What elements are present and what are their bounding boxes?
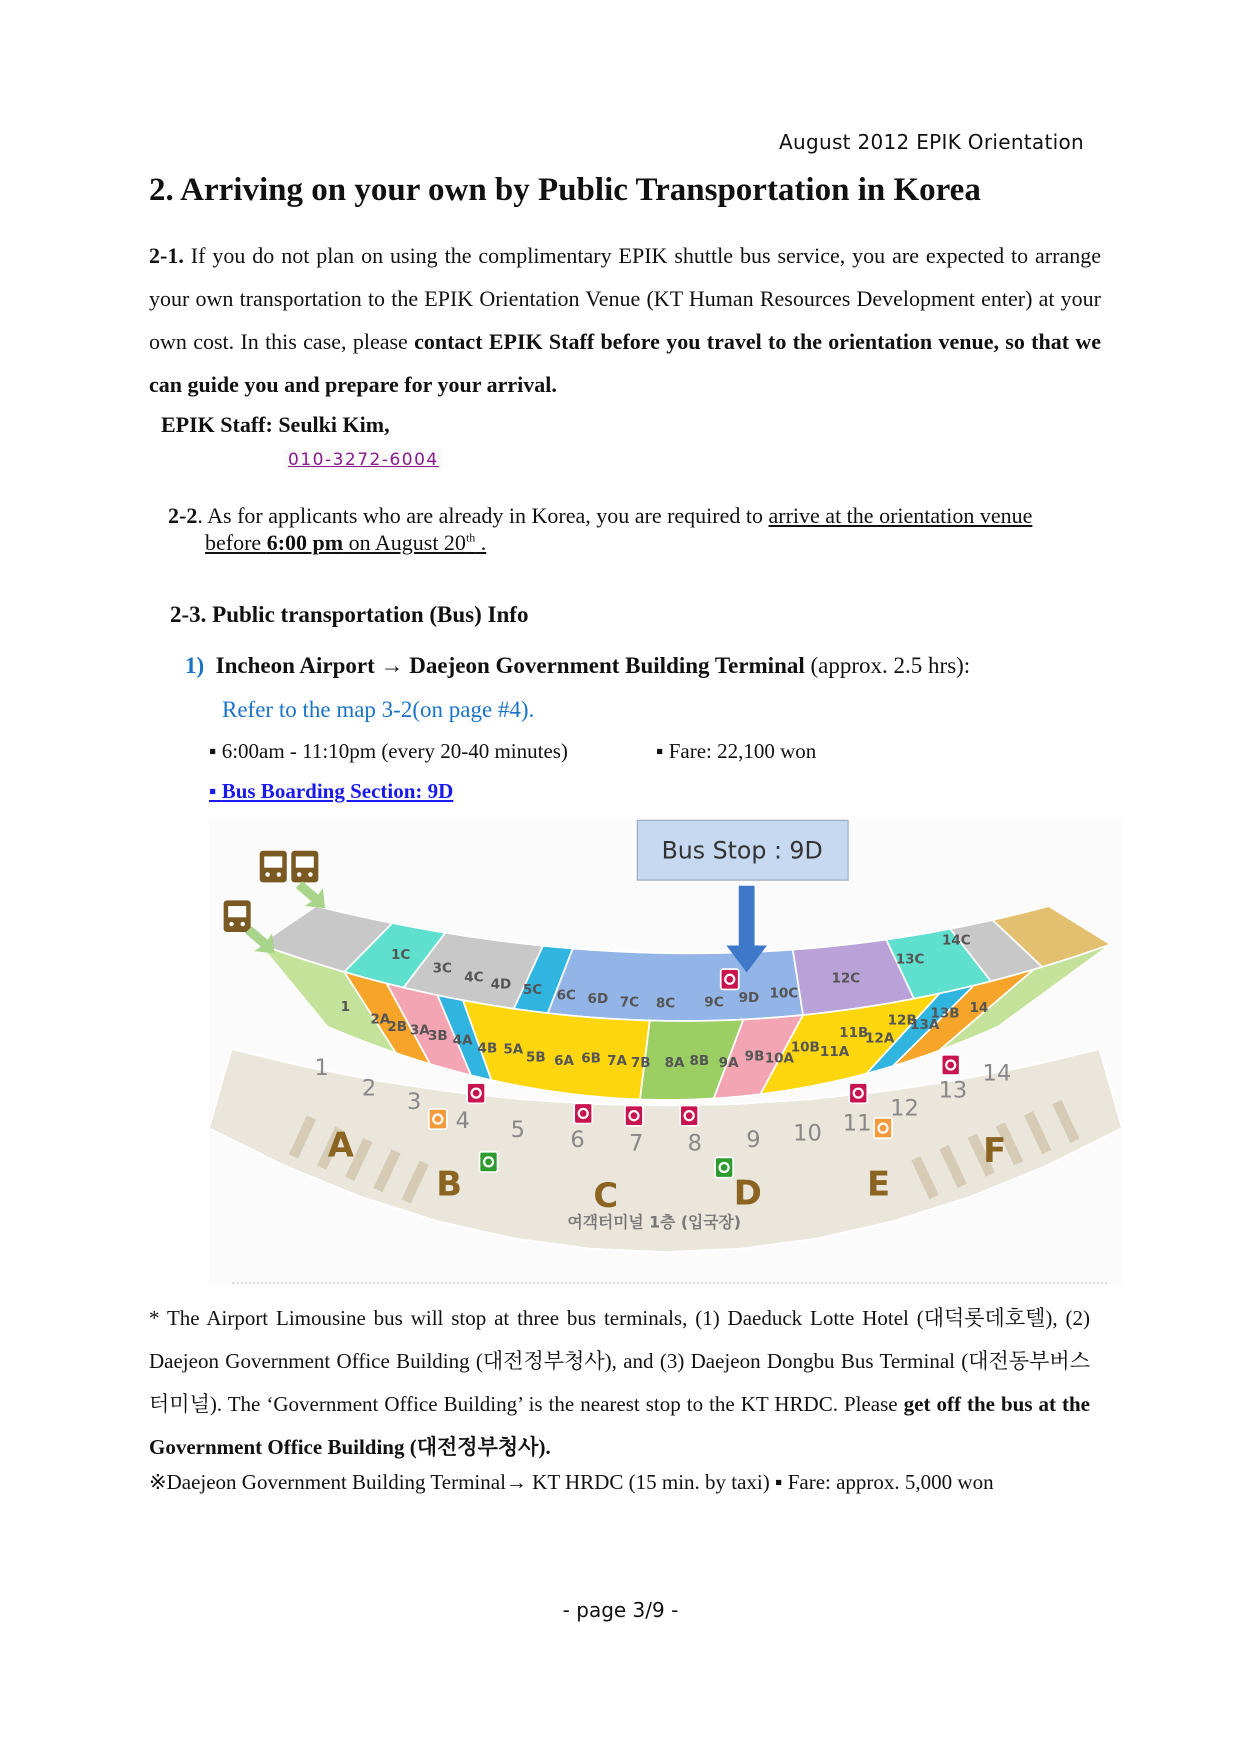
bullet: ▪ xyxy=(209,779,222,803)
zone-label: 4C xyxy=(464,969,484,986)
taxi-sign-icon xyxy=(480,1152,498,1172)
zone-label: 8C xyxy=(655,995,676,1012)
zone-label: 14C xyxy=(941,932,971,949)
ordinal-suffix: th xyxy=(465,530,476,545)
bus-stop-sign-icon xyxy=(574,1103,592,1123)
bus-stop-sign-icon xyxy=(680,1106,698,1126)
gate-number: 12 xyxy=(890,1095,919,1122)
gate-number: 7 xyxy=(629,1130,644,1157)
paragraph-bold-text: contact EPIK Staff before you travel to the orientation venue, so that we can guide you and prepare for your arrival. xyxy=(149,329,1101,397)
zone-letter: A xyxy=(327,1125,354,1165)
bus-stop-label: Bus Stop : 9D xyxy=(661,836,823,865)
zone-label: 7B xyxy=(630,1055,651,1072)
zone-label: 9B xyxy=(744,1048,765,1065)
zone-label: 7A xyxy=(607,1052,627,1069)
zone-label: 9D xyxy=(738,989,760,1006)
gate-number: 5 xyxy=(510,1117,526,1144)
info-icon xyxy=(429,1109,447,1129)
zone-letter: F xyxy=(983,1130,1007,1170)
zone-label: 13B xyxy=(930,1005,960,1022)
boarding-section-link[interactable]: Bus Boarding Section: 9D xyxy=(221,779,454,803)
bus-stop-sign-icon xyxy=(625,1106,643,1126)
document-header: August 2012 EPIK Orientation xyxy=(779,130,1084,154)
zone-label: 6C xyxy=(556,987,576,1004)
gate-number: 1 xyxy=(314,1055,329,1082)
paragraph-2-2-line2 xyxy=(205,530,486,556)
car-icon xyxy=(291,851,318,883)
bus-stop-sign-icon xyxy=(942,1055,960,1075)
section-title: 2. Arriving on your own by Public Transportation in Korea xyxy=(149,172,981,208)
gate-number: 6 xyxy=(570,1127,585,1154)
zone-label: 12A xyxy=(865,1030,895,1047)
staff-name: EPIK Staff: Seulki Kim, xyxy=(161,412,390,437)
zone-letter: D xyxy=(733,1173,762,1213)
paragraph-2-2 xyxy=(168,503,1101,529)
zone-label: 7C xyxy=(619,994,640,1011)
zone-label: 6A xyxy=(554,1052,574,1069)
zone-label: 3C xyxy=(432,960,452,977)
arrival-time: 6:00 pm xyxy=(266,530,344,555)
zone-label: 8B xyxy=(689,1052,710,1069)
staff-phone: 010-3272-6004 xyxy=(284,450,443,470)
route-number: 1) xyxy=(185,653,205,678)
zone-label: 12C xyxy=(831,970,861,987)
zone-label: 9A xyxy=(718,1055,739,1072)
zone-label: 10B xyxy=(790,1039,820,1056)
boarding-section[interactable] xyxy=(209,779,453,804)
zone-label: 2B xyxy=(387,1019,408,1036)
gate-number: 8 xyxy=(687,1130,702,1157)
zone-label: 1C xyxy=(390,947,411,964)
zone-label: 10A xyxy=(764,1050,794,1067)
map-reference-link[interactable]: Refer to the map 3-2(on page #4). xyxy=(222,697,535,722)
footnote-text: * The Airport Limousine bus will stop at three bus terminals, (1) Daeduck Lotte Hotel (대덕롯데호텔), (2) Daejeon Government Office Building (대전정부청사), and (3) Daejeon Dongbu Bus Terminal (대전동부버스터미널). The ‘Government Office Building’ is the nearest stop to the KT HRDC. Please xyxy=(149,1306,1090,1416)
zone-label: 6D xyxy=(587,990,609,1007)
divider xyxy=(232,1282,1107,1284)
gate-number: 4 xyxy=(455,1108,470,1135)
zone-label: 8A xyxy=(664,1055,685,1072)
zone-label: 4A xyxy=(452,1032,473,1049)
footnote-bold: get off the bus at the Government Office Building (대전정부청사). xyxy=(149,1392,1090,1459)
page-number: - page 3/9 - xyxy=(562,1598,679,1622)
zone-label: 11B xyxy=(839,1024,869,1041)
paragraph-2-1 xyxy=(149,234,1101,406)
text: on August 20 xyxy=(343,530,466,555)
zone-label: 2A xyxy=(370,1011,391,1028)
paragraph-text: If you do not plan on using the complimentary EPIK shuttle bus service, you are expected to arrange your own transportation to the EPIK Orientation Venue (KT Human Resources Development enter) at your own cost. In this case, please xyxy=(149,243,1101,354)
taxi-sign-icon xyxy=(715,1157,733,1177)
floor-label: 여객터미널 1층 (입국장) xyxy=(567,1212,741,1232)
zone-label: 1 xyxy=(340,998,351,1015)
gate-number: 10 xyxy=(793,1120,822,1147)
zone-label: 4B xyxy=(477,1040,498,1057)
gate-number: 11 xyxy=(842,1110,872,1137)
zone-label: 3A xyxy=(409,1022,430,1039)
taxi-note: ※Daejeon Government Building Terminal→ KT HRDC (15 min. by taxi) ▪ Fare: approx. 5,000 won xyxy=(149,1470,994,1494)
zone-label: 5A xyxy=(503,1041,524,1058)
subsection-heading: 2-3. Public transportation (Bus) Info xyxy=(170,602,529,627)
bus-icon xyxy=(224,900,251,932)
zone-label: 5C xyxy=(522,981,543,998)
zone-label: 5B xyxy=(526,1049,546,1066)
bus-stop-sign-icon xyxy=(849,1083,867,1103)
text: before xyxy=(205,530,267,555)
paragraph-text: . As for applicants who are already in Korea, you are required to xyxy=(197,503,769,528)
zone-letter: E xyxy=(866,1164,891,1204)
gate-number: 2 xyxy=(361,1075,377,1102)
route-line xyxy=(185,653,1090,679)
gate-number: 13 xyxy=(938,1077,968,1104)
fare-bullet: ▪ Fare: 22,100 won xyxy=(656,739,817,763)
gate-number: 14 xyxy=(982,1060,1012,1087)
zone-letter: B xyxy=(436,1164,462,1204)
paragraph-number: 2-2 xyxy=(168,503,198,528)
underlined-text: arrive at the orientation venue xyxy=(768,503,1033,528)
zone-label: 13A xyxy=(910,1016,940,1033)
zone-letter: C xyxy=(593,1175,619,1215)
zone-label: 10C xyxy=(769,985,799,1002)
zone-label: 6B xyxy=(581,1050,601,1067)
zone-label: 14 xyxy=(969,999,989,1016)
gate-number: 9 xyxy=(746,1127,761,1154)
paragraph-number: 2-1. xyxy=(149,243,184,268)
footnote xyxy=(149,1297,1090,1469)
route-duration: (approx. 2.5 hrs): xyxy=(804,653,971,678)
bus-stop-map xyxy=(209,818,1122,1286)
schedule-bullet: ▪ 6:00am - 11:10pm (every 20-40 minutes) xyxy=(209,739,568,763)
outer-zone-blue xyxy=(548,949,803,1021)
bus-icon xyxy=(260,851,287,883)
text: . xyxy=(475,530,487,555)
route-name: Incheon Airport → Daejeon Government Building Terminal xyxy=(215,653,805,678)
zone-label: 4D xyxy=(490,976,512,993)
bus-stop-sign-icon xyxy=(467,1083,485,1103)
zone-label: 9C xyxy=(704,994,724,1011)
gate-number: 3 xyxy=(406,1088,422,1115)
zone-label: 11A xyxy=(819,1043,850,1060)
zone-label: 12B xyxy=(887,1012,917,1029)
zone-label: 3B xyxy=(427,1028,448,1045)
bus-stop-sign-icon xyxy=(721,969,739,989)
zone-label: 13C xyxy=(895,951,925,968)
